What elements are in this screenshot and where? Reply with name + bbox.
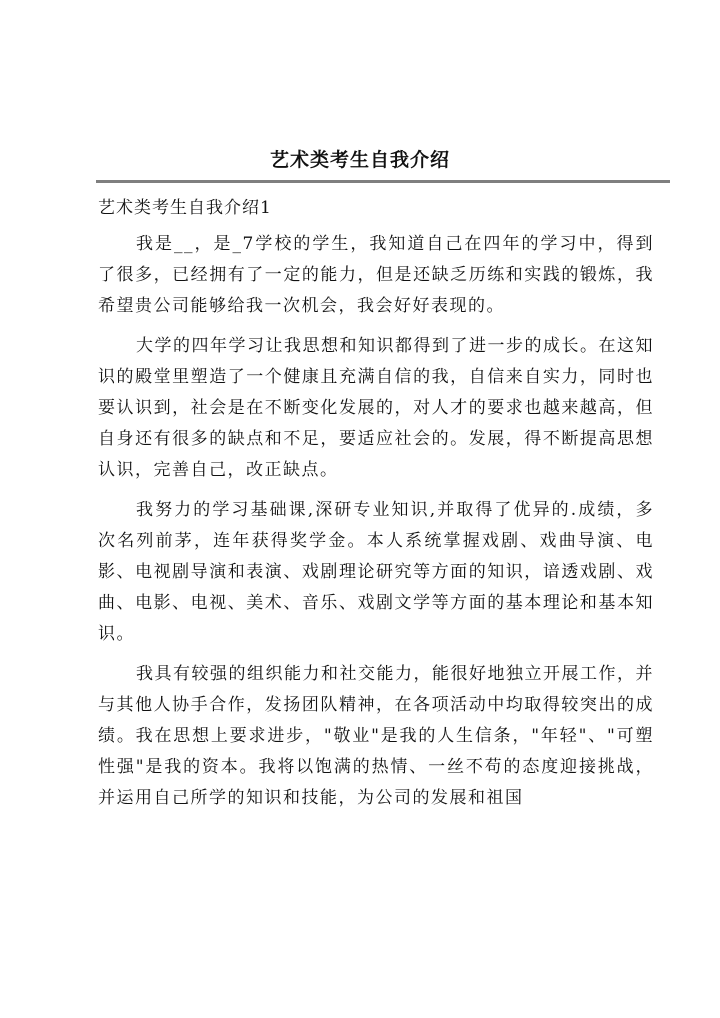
paragraph: 我努力的学习基础课,深研专业知识,并取得了优异的.成绩，多次名列前茅，连年获得奖学金。本人系统掌握戏剧、戏曲导演、电影、电视剧导演和表演、戏剧理论研究等方面的知识，谙透戏剧、戏曲、电影、电视、美术、音乐、戏剧文学等方面的基本理论和基本知识。 (98, 500, 654, 644)
title-divider (96, 180, 670, 183)
paragraph: 我是__，是_7学校的学生，我知道自己在四年的学习中，得到了很多，已经拥有了一定的能力，但是还缺乏历练和实践的锻炼，我希望贵公司能够给我一次机会，我会好好表现的。 (98, 234, 654, 316)
paragraph: 大学的四年学习让我思想和知识都得到了进一步的成长。在这知识的殿堂里塑造了一个健康且充满自信的我，自信来自实力，同时也要认识到，社会是在不断变化发展的，对人才的要求也越来越高，但自身还有很多的缺点和不足，要适应社会的。发展，得不断提高思想认识，完善自己，改正缺点。 (98, 336, 654, 480)
document-body (98, 229, 654, 823)
section-heading: 艺术类考生自我介绍1 (98, 198, 272, 218)
document-title: 艺术类考生自我介绍 (269, 149, 450, 171)
paragraph: 我具有较强的组织能力和社交能力，能很好地独立开展工作，并与其他人协手合作，发扬团队精神，在各项活动中均取得较突出的成绩。我在思想上要求进步，"敬业"是我的人生信条，"年轻"、"可塑性强"是我的资本。我将以饱满的热情、一丝不苟的态度迎接挑战，并运用自己所学的知识和技能，为公司的发展和祖国 (98, 664, 654, 808)
